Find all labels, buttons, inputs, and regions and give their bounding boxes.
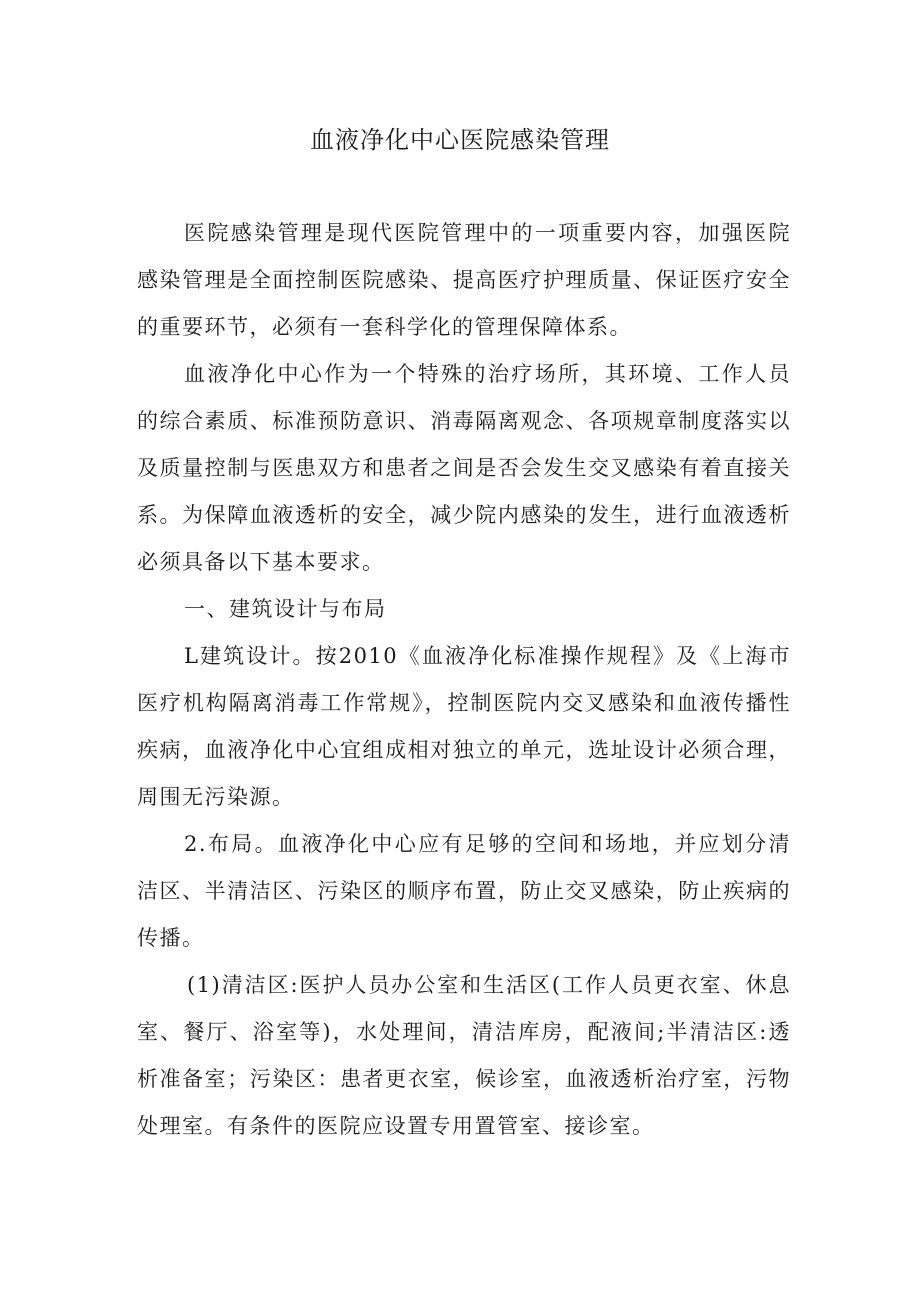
- paragraph-zones: (1)清洁区:医护人员办公室和生活区(工作人员更衣室、休息室、餐厅、浴室等)，水处理间，清洁库房，配液间;半清洁区:透析准备室；污染区：患者更衣室，候诊室，血液透析治疗室，污物处理室。有条件的医院应设置专用置管室、接诊室。: [137, 973, 791, 1138]
- section-heading-building-layout: 一、建筑设计与布局: [184, 597, 387, 621]
- paragraph-intro: 医院感染管理是现代医院管理中的一项重要内容，加强医院感染管理是全面控制医院感染、提高医疗护理质量、保证医疗安全的重要环节，必须有一套科学化的管理保障体系。: [137, 221, 791, 339]
- paragraph-building-design: L建筑设计。按2010《血液净化标准操作规程》及《上海市医疗机构隔离消毒工作常规》，控制医院内交叉感染和血液传播性疾病，血液净化中心宜组成相对独立的单元，选址设计必须合理，周围无污染源。: [137, 644, 791, 809]
- document-title: 血液净化中心医院感染管理: [310, 126, 610, 154]
- document-body: [137, 210, 791, 1150]
- paragraph-layout: 2.布局。血液净化中心应有足够的空间和场地，并应划分清洁区、半清洁区、污染区的顺序布置，防止交叉感染，防止疾病的传播。: [137, 832, 791, 950]
- paragraph-center-description: 血液净化中心作为一个特殊的治疗场所，其环境、工作人员的综合素质、标准预防意识、消毒隔离观念、各项规章制度落实以及质量控制与医患双方和患者之间是否会发生交叉感染有着直接关系。为保障血液透析的安全，减少院内感染的发生，进行血液透析必须具备以下基本要求。: [137, 362, 791, 574]
